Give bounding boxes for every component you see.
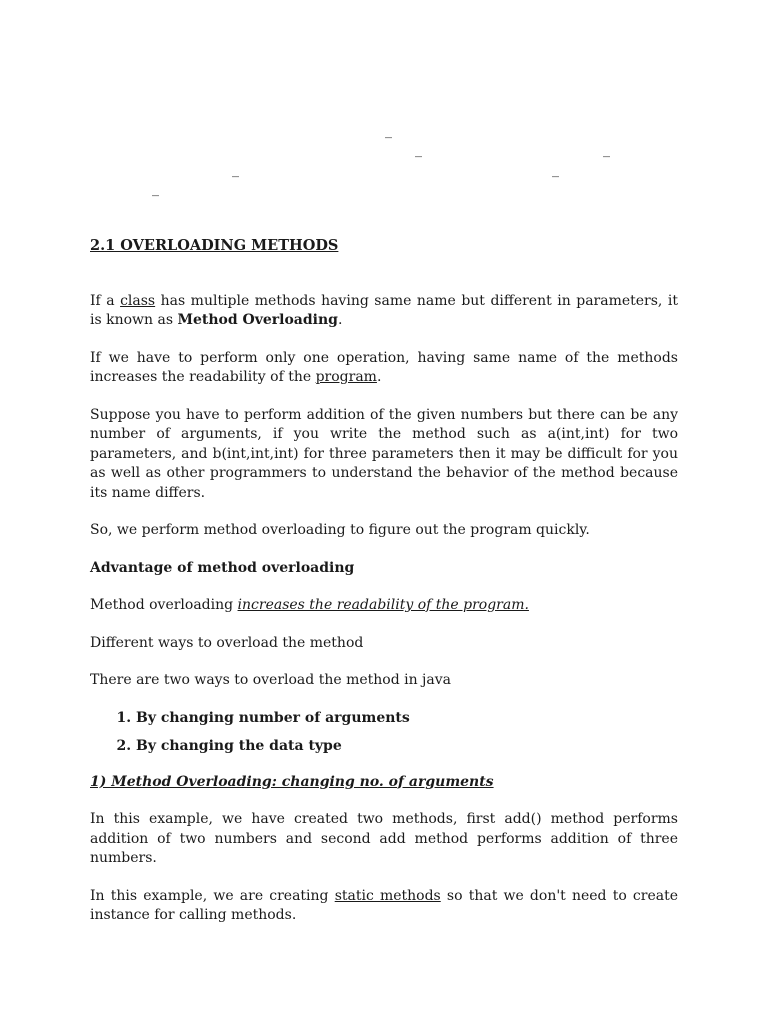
list-item: 1. By changing number of arguments [136,709,678,729]
text-run: . [376,369,382,385]
document-body [90,236,678,944]
conclusion-paragraph: So, we perform method overloading to figure out the program quickly. [90,522,590,538]
text-run: . [337,312,343,328]
program-link[interactable]: program [315,369,377,385]
stray-mark: _ [385,123,392,139]
stray-mark: _ [603,142,610,158]
class-link[interactable]: class [120,292,156,309]
ways-title: Different ways to overload the method [90,634,364,651]
term-method-overloading: Method Overloading [177,312,338,328]
advantage-title: Advantage of method overloading [90,559,355,576]
list-item: 2. By changing the data type [136,737,678,757]
intro-paragraph [90,292,678,331]
readability-paragraph [90,349,678,388]
stray-mark: _ [415,142,422,158]
emphasis-text: increases the readability of the program. [237,597,529,613]
stray-mark: _ [152,181,159,197]
ways-paragraph: There are two ways to overload the method in java [90,672,451,688]
stray-mark: _ [552,162,559,178]
text-run: Method overloading [90,597,238,613]
static-methods-link[interactable]: static methods [334,887,441,904]
text-run: has multiple methods having same name but different in parameters, it is known as [90,292,678,328]
text-run: In this example, we are creating [90,887,335,904]
add-methods-paragraph: In this example, we have created two methods, first add() method performs addition of two numbers and second add method performs addition of three numbers. [90,811,678,866]
subsection-heading: 1) Method Overloading: changing no. of arguments [90,773,494,790]
stray-mark: _ [232,162,239,178]
text-run: If we have to perform only one operation, having same name of the methods increases the readability of the [90,349,678,385]
section-heading: 2.1 OVERLOADING METHODS [90,237,339,254]
text-run: If a [90,292,121,309]
ways-list [90,709,678,757]
example-paragraph: Suppose you have to perform addition of the given numbers but there can be any number of arguments, if you write the method such as a(int,int) for two parameters, and b(int,int,int) for three parameters then it may be difficult for you as well as other programmers to understand the behavior of the method because its name differs. [90,406,678,501]
advantage-paragraph [90,596,678,616]
text-run: so that we don't need to create instance for calling methods. [90,887,678,923]
static-methods-paragraph [90,887,678,926]
